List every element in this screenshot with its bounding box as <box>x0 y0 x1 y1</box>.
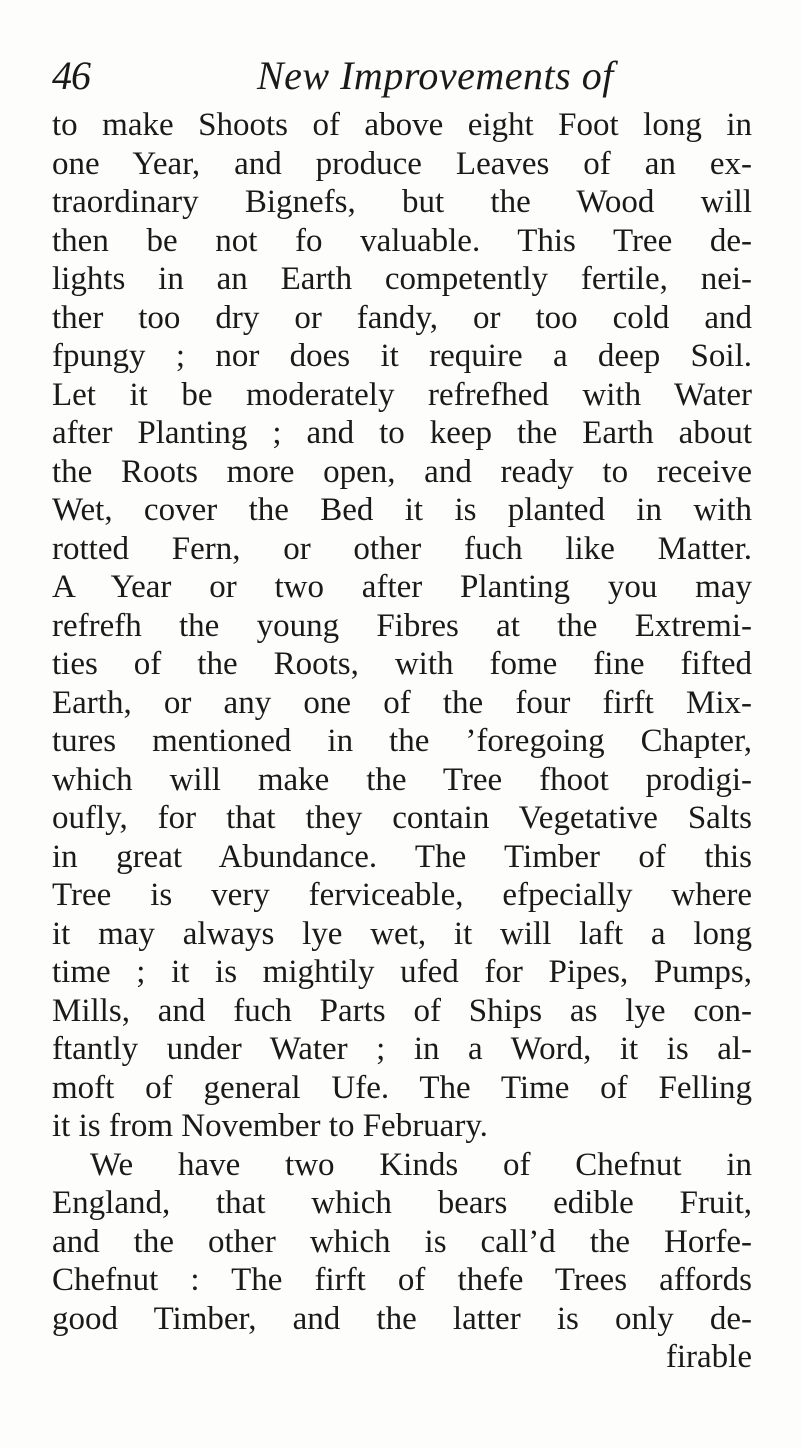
text-line: and the other which is call’d the Horfe- <box>52 1223 752 1260</box>
text-line: it may always lye wet, it will laft a long <box>52 915 752 952</box>
text-line: Wet, cover the Bed it is planted in with <box>52 492 752 528</box>
text-line: rotted Fern, or other fuch like Matter. <box>52 530 752 567</box>
text-line: ftantly under Water ; in a Word, it is al- <box>52 1031 752 1067</box>
text-line: lights in an Earth competently fertile, nei- <box>52 261 752 297</box>
catchword: firable <box>665 1339 752 1375</box>
text-line: to make Shoots of above eight Foot long in <box>52 107 752 143</box>
text-line: Tree is very ferviceable, efpecially where <box>52 877 752 913</box>
text-line: the Roots more open, and ready to receive <box>52 453 752 490</box>
text-line: which will make the Tree fhoot prodigi- <box>52 761 752 798</box>
page-number: 46 <box>52 53 90 98</box>
text-line: it is from November to February. <box>52 1108 488 1144</box>
text-line: Mills, and fuch Parts of Ships as lye con- <box>52 992 752 1029</box>
text-line: good Timber, and the latter is only de- <box>52 1300 752 1337</box>
text-line: one Year, and produce Leaves of an ex- <box>52 145 752 182</box>
running-head-title: New Improvements of <box>257 53 614 98</box>
text-line: after Planting ; and to keep the Earth about <box>52 415 752 451</box>
text-line: Earth, or any one of the four firft Mix- <box>52 684 752 721</box>
text-line: traordinary Bignefs, but the Wood will <box>52 184 752 220</box>
text-line: Let it be moderately refrefhed with Water <box>52 376 752 413</box>
text-line: A Year or two after Planting you may <box>52 569 752 605</box>
text-line: in great Abundance. The Timber of this <box>52 838 752 875</box>
text-line: tures mentioned in the ’foregoing Chapter, <box>52 723 752 759</box>
text-line: England, that which bears edible Fruit, <box>52 1185 752 1221</box>
text-line: We have two Kinds of Chefnut in <box>90 1146 752 1183</box>
text-line: ther too dry or fandy, or too cold and <box>52 299 752 336</box>
text-line: ties of the Roots, with fome fine fifted <box>52 646 752 682</box>
text-line: moft of general Ufe. The Time of Felling <box>52 1069 752 1106</box>
body-text <box>52 106 752 1377</box>
text-line: time ; it is mightily ufed for Pipes, Pumps, <box>52 954 752 990</box>
text-line: refrefh the young Fibres at the Extremi- <box>52 607 752 644</box>
text-line: oufly, for that they contain Vegetative Salts <box>52 800 752 836</box>
running-head <box>52 52 752 112</box>
text-line: fpungy ; nor does it require a deep Soil. <box>52 338 752 374</box>
text-line: Chefnut : The firft of thefe Trees affords <box>52 1262 752 1298</box>
text-line: then be not fo valuable. This Tree de- <box>52 222 752 259</box>
